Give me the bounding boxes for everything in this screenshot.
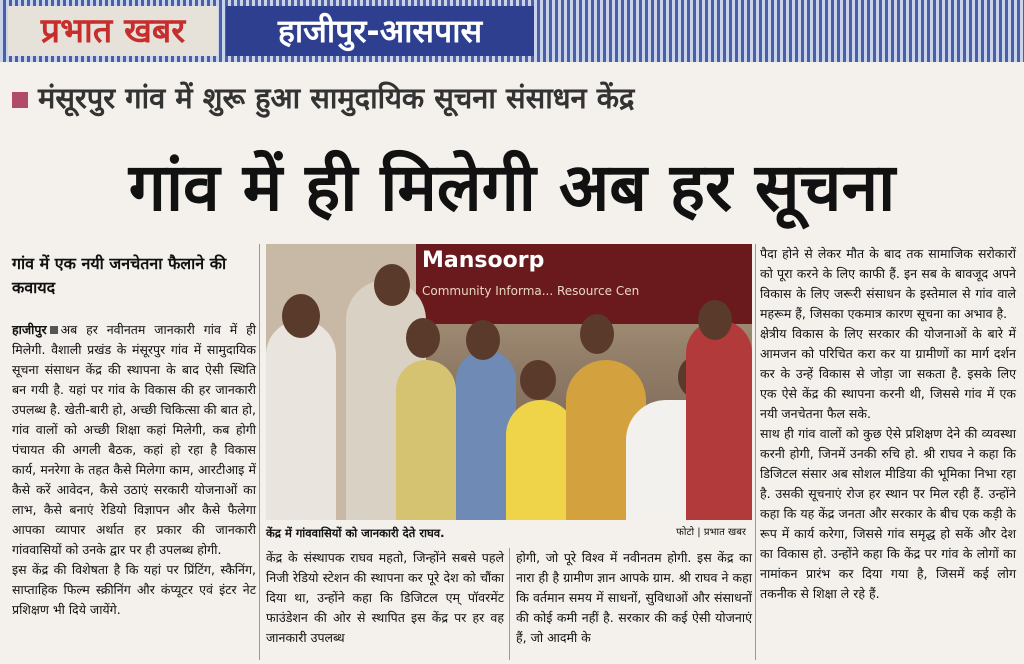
person-head <box>374 264 410 306</box>
person-head <box>466 320 500 360</box>
kicker-text: मंसूरपुर गांव में शुरू हुआ सामुदायिक सूचना संसाधन केंद्र <box>38 81 635 115</box>
article-photo <box>266 244 752 520</box>
person-head <box>282 294 320 338</box>
photo-credit: फोटो | प्रभात खबर <box>676 527 746 538</box>
caption-text: केंद्र में गांववासियों को जानकारी देते राघव. <box>266 526 445 540</box>
section-title: हाजीपुर-आसपास <box>226 6 534 56</box>
article-headline: गांव में ही मिलेगी अब हर सूचना <box>128 149 896 226</box>
person-head <box>698 300 732 340</box>
column-1-paragraph-1: अब हर नवीनतम जानकारी गांव में ही मिलेगी. वैशाली प्रखंड के मंसूरपुर गांव में सामुदायिक सूचना संसाधन केंद्र की स्थापना के बाद ऐसी स्थिति बन गयी है. यहां पर गांव के विकास की हर जानकारी उपलब्ध है. खेती-बारी हो, अच्छी चिकित्सा की बात हो, गांव वालों को अच्छी शिक्षा कहां मिलेगी, कब होगी पंचायत की अगली बैठक, कहां हो रहा है विकास कार्य, मनरेगा के तहत कैसे मिलेगा काम, आरटीआइ में कैसे करें आवेदन, कैसे उठाएं सरकारी योजनाओं का लाभ, कैसे बनाएं रेडियो विज्ञापन और कैसे फैलेगा आपका व्यापार अर्थात हर प्रकार की जानकारी गांववासियों को उनके द्वार पर ही उपलब्ध होगी. <box>12 322 256 557</box>
person-figure <box>686 320 752 520</box>
square-bullet-icon <box>50 326 58 334</box>
photo-caption <box>266 522 752 544</box>
article-column-2: केंद्र के संस्थापक राघव महतो, जिन्होंने सबसे पहले निजी रेडियो स्टेशन की स्थापना कर पूरे देश को चौंका दिया था, उन्होंने कहा कि डिजिटल एम्‌ पॉवरमेंट फाउंडेशन की ओर से स्थापित इस केंद्र पर हर वह जानकारी उपलब्ध <box>266 550 504 645</box>
newspaper-logo: प्रभात खबर <box>8 6 218 56</box>
person-figure <box>396 360 456 520</box>
person-head <box>520 360 556 400</box>
person-head <box>580 314 614 354</box>
square-bullet-icon <box>12 92 28 108</box>
banner-text: Mansoorp <box>422 248 545 273</box>
person-figure <box>266 320 336 520</box>
article-subhead: गांव में एक नयी जनचेतना फैलाने की कवायद <box>12 254 227 297</box>
masthead <box>0 0 1024 62</box>
column-divider <box>509 548 510 660</box>
article-kicker <box>12 78 634 117</box>
column-4-paragraph-2: क्षेत्रीय विकास के लिए सरकार की योजनाओं के बारे में आमजन को परिचित करा कर या ग्रामीणों का मार्ग दर्शन कर के उन्हें विकास से जोड़ा जा सकता है. इसके लिए एक ऐसे केंद्र की स्थापना करनी थी, जिससे गांव में एक नयी जनचेतना फैल सके. <box>760 326 1016 421</box>
column-4-paragraph-3: साथ ही गांव वालों को कुछ ऐसे प्रशिक्षण देने की व्यवस्था करनी होगी, जिनमें उनकी रुचि हो. श्री राघव ने कहा कि डिजिटल संसार अब सोशल मीडिया की भूमिका निभा रहा है. उसकी सूचनाएं रोज हर स्थान पर मिल रही हैं. उन्होंने कहा कि यह केंद्र जनता और सरकार के बीच एक कड़ी के रूप में कार्य करेगा, जिससे गांव समृद्ध हो सकें और देश का विकास हो. उन्होंने कहा कि केंद्र पर गांव के लोगों का नामांकन प्रारंभ कर दिया गया है, जिसमें कई लोग तकनीक से शिक्षा ले रहे हैं. <box>760 426 1016 601</box>
column-divider <box>259 244 260 660</box>
article-column-3: होगी, जो पूरे विश्व में नवीनतम होगी. इस केंद्र का नारा ही है ग्रामीण ज्ञान आपके ग्राम. श्री राघव ने कहा कि वर्तमान समय में साधनों, सुविधाओं और संसाधनों की कोई कमी नहीं है. सरकार की कई ऐसी योजनाएं हैं, जो आदमी के <box>516 550 752 645</box>
column-4-paragraph-1: पैदा होने से लेकर मौत के बाद तक सामाजिक सरोकारों को पूरा करने के लिए काफी हैं. इन सब के बावजूद अपने विकास के लिए जरूरी संसाधन के इस्तेमाल से गांव वाले महरूम हैं, जिसका एकमात्र कारण सूचना का अभाव है. <box>760 246 1016 321</box>
column-1-paragraph-2: इस केंद्र की विशेषता है कि यहां पर प्रिंटिंग, स्कैनिंग, साप्ताहिक फिल्म स्क्रीनिंग और कंप्यूटर एवं इंटर नेट प्रशिक्षण भी दिये जायेंगे. <box>12 562 256 617</box>
article-column-4 <box>760 244 1016 604</box>
dateline: हाजीपुर <box>12 322 47 337</box>
article-column-1 <box>12 320 256 620</box>
column-divider <box>755 244 756 660</box>
person-head <box>406 318 440 358</box>
banner-subtext: Community Informa... Resource Cen <box>422 284 640 298</box>
